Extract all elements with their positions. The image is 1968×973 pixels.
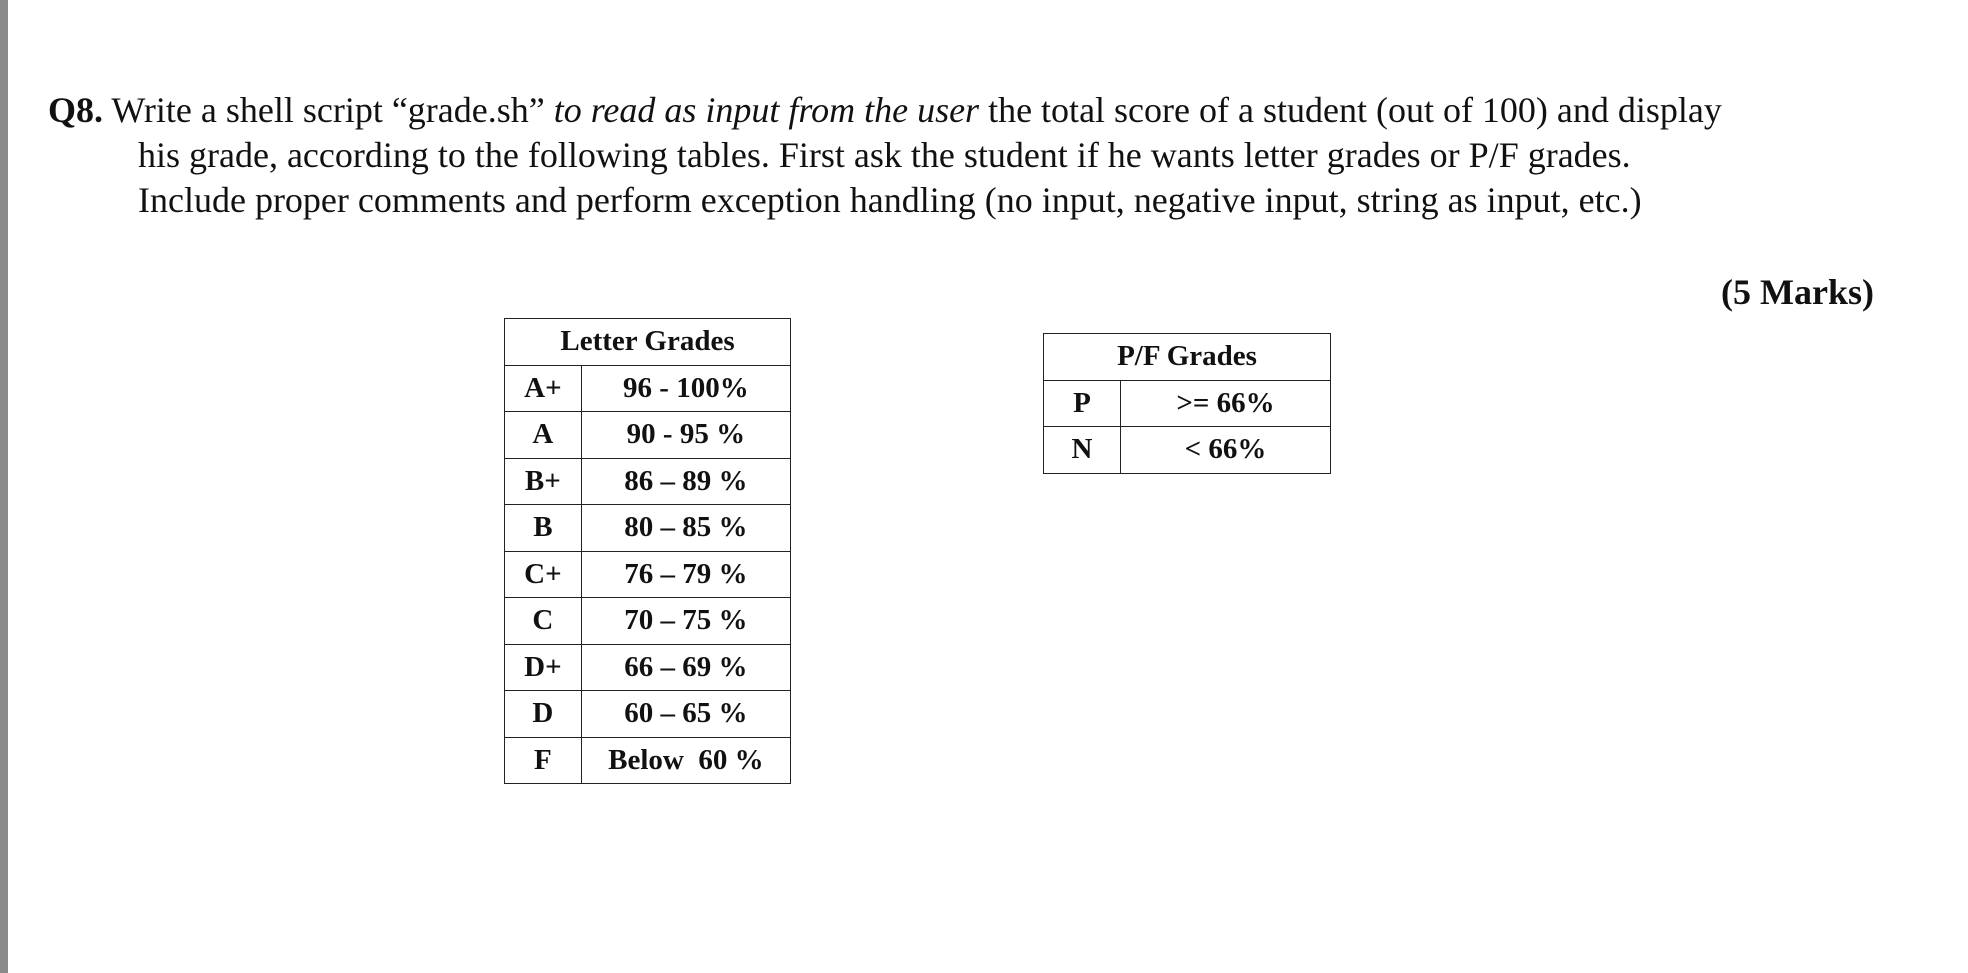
grade-row	[505, 737, 791, 784]
question-line-1	[48, 88, 1908, 133]
grade-row	[505, 644, 791, 691]
grade-range-cell: 60 – 65 %	[581, 691, 790, 738]
question-text-part: the total score of a student (out of 100) and display	[979, 90, 1722, 130]
grade-letter-cell: C+	[505, 551, 582, 598]
grade-row	[505, 505, 791, 552]
question-line-3: Include proper comments and perform exception handling (no input, negative input, string as input, etc.)	[138, 180, 1642, 220]
pf-grades-table	[1043, 333, 1331, 474]
grade-letter-cell: B	[505, 505, 582, 552]
grade-range-cell: 66 – 69 %	[581, 644, 790, 691]
grade-range-cell: Below 60 %	[581, 737, 790, 784]
question-text	[48, 88, 1908, 223]
grade-letter-cell: P	[1044, 380, 1121, 427]
grade-letter-cell: D+	[505, 644, 582, 691]
grade-letter-cell: A	[505, 412, 582, 459]
letter-grades-table	[504, 318, 791, 784]
grade-letter-cell: B+	[505, 458, 582, 505]
grade-row	[505, 458, 791, 505]
grade-range-cell: 90 - 95 %	[581, 412, 790, 459]
grade-range-cell: < 66%	[1121, 427, 1331, 474]
question-number: Q8.	[48, 90, 104, 130]
grade-letter-cell: D	[505, 691, 582, 738]
grade-row	[1044, 427, 1331, 474]
grade-letter-cell: C	[505, 598, 582, 645]
grade-row	[505, 551, 791, 598]
question-italic-text: to read as input from the user	[553, 90, 980, 130]
grade-range-cell: 76 – 79 %	[581, 551, 790, 598]
grade-range-cell: 96 - 100%	[581, 365, 790, 412]
grade-row	[505, 412, 791, 459]
grade-letter-cell: F	[505, 737, 582, 784]
window-left-edge	[0, 0, 8, 973]
grade-range-cell: 70 – 75 %	[581, 598, 790, 645]
grade-range-cell: 80 – 85 %	[581, 505, 790, 552]
grade-row	[505, 598, 791, 645]
question-text-part: Write a shell script “grade.sh”	[103, 90, 554, 130]
grade-range-cell: 86 – 89 %	[581, 458, 790, 505]
letter-grades-title: Letter Grades	[505, 319, 791, 366]
question-line-2: his grade, according to the following tables. First ask the student if he wants letter grades or P/F grades.	[138, 135, 1631, 175]
grade-letter-cell: N	[1044, 427, 1121, 474]
grade-row	[1044, 380, 1331, 427]
pf-grades-title: P/F Grades	[1044, 334, 1331, 381]
grade-range-cell: >= 66%	[1121, 380, 1331, 427]
grade-letter-cell: A+	[505, 365, 582, 412]
marks-label: (5 Marks)	[1721, 272, 1874, 312]
grade-row	[505, 365, 791, 412]
grade-row	[505, 691, 791, 738]
